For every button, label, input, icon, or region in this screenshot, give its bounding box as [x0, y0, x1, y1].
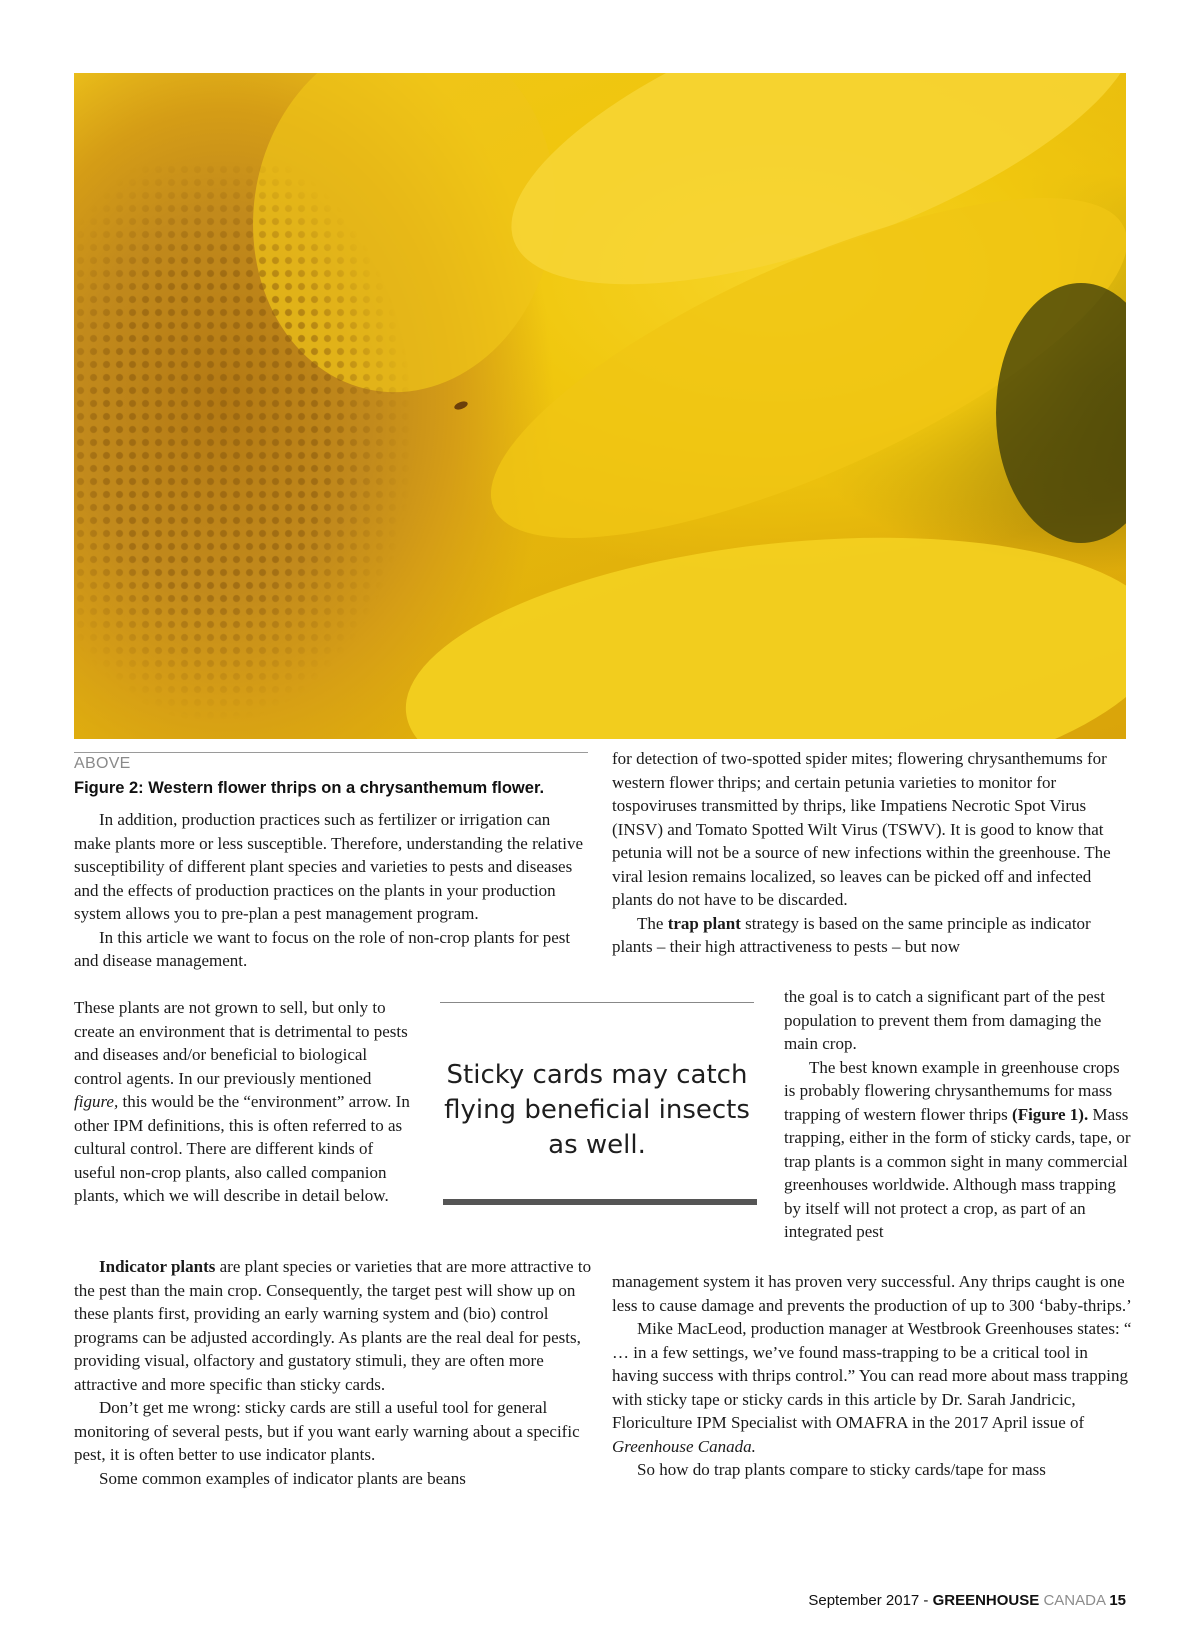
paragraph: In this article we want to focus on the role of non-crop plants for pest and disease management.	[74, 927, 571, 970]
paragraph-text: The best known example in greenhouse crops is probably flowering chrysanthemums for mass trapping of western flower thrips	[784, 1057, 1120, 1124]
paragraph: Don’t get me wrong: sticky cards are still a useful tool for general monitoring of several pests, but if you want early warning about a specific pest, it is often better to use indicator plants.	[74, 1398, 580, 1464]
paragraph-text: Mass trapping, either in the form of sticky cards, tape, or trap plants is a common sight in many commercial greenhouses worldwide. Although mass trapping by itself will not protect a crop, as part of an integrated pest	[784, 1104, 1131, 1241]
caption-divider	[74, 752, 588, 753]
paragraph	[74, 1255, 594, 1396]
paragraph-text: are plant species or varieties that are more attractive to the pest than the main crop. Consequently, the target pest will show up on these plants first, providing an early warning system and (bio) control programs can be adjusted accordingly. As plants are the real deal for pests, providing visual, olfactory and gustatory stimuli, they are often more attractive and more specific than sticky cards.	[74, 1257, 592, 1394]
footer-date: September 2017 -	[808, 1592, 933, 1609]
paragraph: Some common examples of indicator plants are beans	[99, 1468, 466, 1488]
paragraph: So how do trap plants compare to sticky cards/tape for mass	[637, 1460, 1046, 1479]
paragraph-text: These plants are not grown to sell, but only to create an environment that is detrimental to pests and diseases and/or beneficial to biological control agents. In our previously mentioned	[74, 998, 408, 1088]
paragraph	[612, 1317, 1132, 1458]
flower-center	[74, 163, 474, 739]
caption-label: ABOVE	[74, 755, 131, 772]
paragraph: the goal is to catch a significant part of the pest population to prevent them from damaging the main crop.	[784, 987, 1106, 1053]
right-column-top	[612, 747, 1132, 959]
pull-quote-rule-top	[440, 1002, 754, 1003]
paragraph-text: this would be the “environment” arrow. In other IPM definitions, this is often referred to as cultural control. There are different kinds of useful non-crop plants, also called companion plants, which we will describe in detail below.	[74, 1092, 410, 1205]
pull-quote-rule-bottom	[443, 1199, 757, 1205]
paragraph-text: Mike MacLeod, production manager at Westbrook Greenhouses states: “ … in a few settings, we’ve found mass-trapping to be a critical tool in having success with thrips control.” You can read more about mass trapping with sticky tape or sticky cards in this article by Dr. Sarah Jandricic, Floriculture IPM Specialist with OMAFRA in the 2017 April issue of	[612, 1319, 1132, 1432]
paragraph: In addition, production practices such as fertilizer or irrigation can make plants more or less susceptible. Therefore, understanding the relative susceptibility of different plant species and varieties to pests and diseases and the effects of production practices on the plants in your production system allows you to pre-plan a pest management program.	[74, 810, 584, 923]
paragraph	[612, 912, 1132, 959]
paragraph	[784, 1056, 1134, 1244]
left-column-wrap	[74, 996, 414, 1208]
italic-text: figure,	[74, 1092, 119, 1111]
paragraph-text: strategy is based on the same principle as indicator plants – their high attractiveness to pests – but now	[612, 913, 1091, 956]
right-column-bottom	[612, 1270, 1132, 1482]
term-indicator-plants: Indicator plants	[99, 1257, 216, 1276]
left-column-top	[74, 808, 584, 973]
footer-brand: GREENHOUSE	[932, 1592, 1040, 1609]
paragraph: management system it has proven very successful. Any thrips caught is one less to cause damage and prevents the production of up to 300 ‘baby-thrips.’	[612, 1272, 1132, 1315]
paragraph	[74, 996, 414, 1208]
petal	[392, 504, 1126, 739]
footer-brand-light: CANADA	[1039, 1592, 1106, 1609]
page-number: 15	[1109, 1592, 1126, 1609]
paragraph: for detection of two-spotted spider mites; flowering chrysanthemums for western flower thrips; and certain petunia varieties to monitor for tospoviruses transmitted by thrips, like Impatiens Necrotic Spot Virus (INSV) and Tomato Spotted Wilt Virus (TSWV). It is good to know that petunia will not be a source of new infections within the greenhouse. The viral lesion remains localized, so leaves can be picked off and infected plants do not have to be discarded.	[612, 749, 1111, 909]
right-column-wrap	[784, 985, 1134, 1244]
left-column-bottom	[74, 1255, 594, 1490]
term-trap-plant: trap plant	[667, 913, 741, 933]
figure-reference: (Figure 1).	[1012, 1104, 1089, 1124]
italic-text: Greenhouse Canada.	[612, 1436, 756, 1456]
paragraph-text: The	[637, 913, 668, 933]
page-footer	[808, 1592, 1126, 1609]
pull-quote: Sticky cards may catch flying beneficial insects as well.	[444, 1060, 750, 1160]
figure-caption: Figure 2: Western flower thrips on a chrysanthemum flower.	[74, 779, 545, 797]
chrysanthemum-photo	[74, 73, 1126, 739]
